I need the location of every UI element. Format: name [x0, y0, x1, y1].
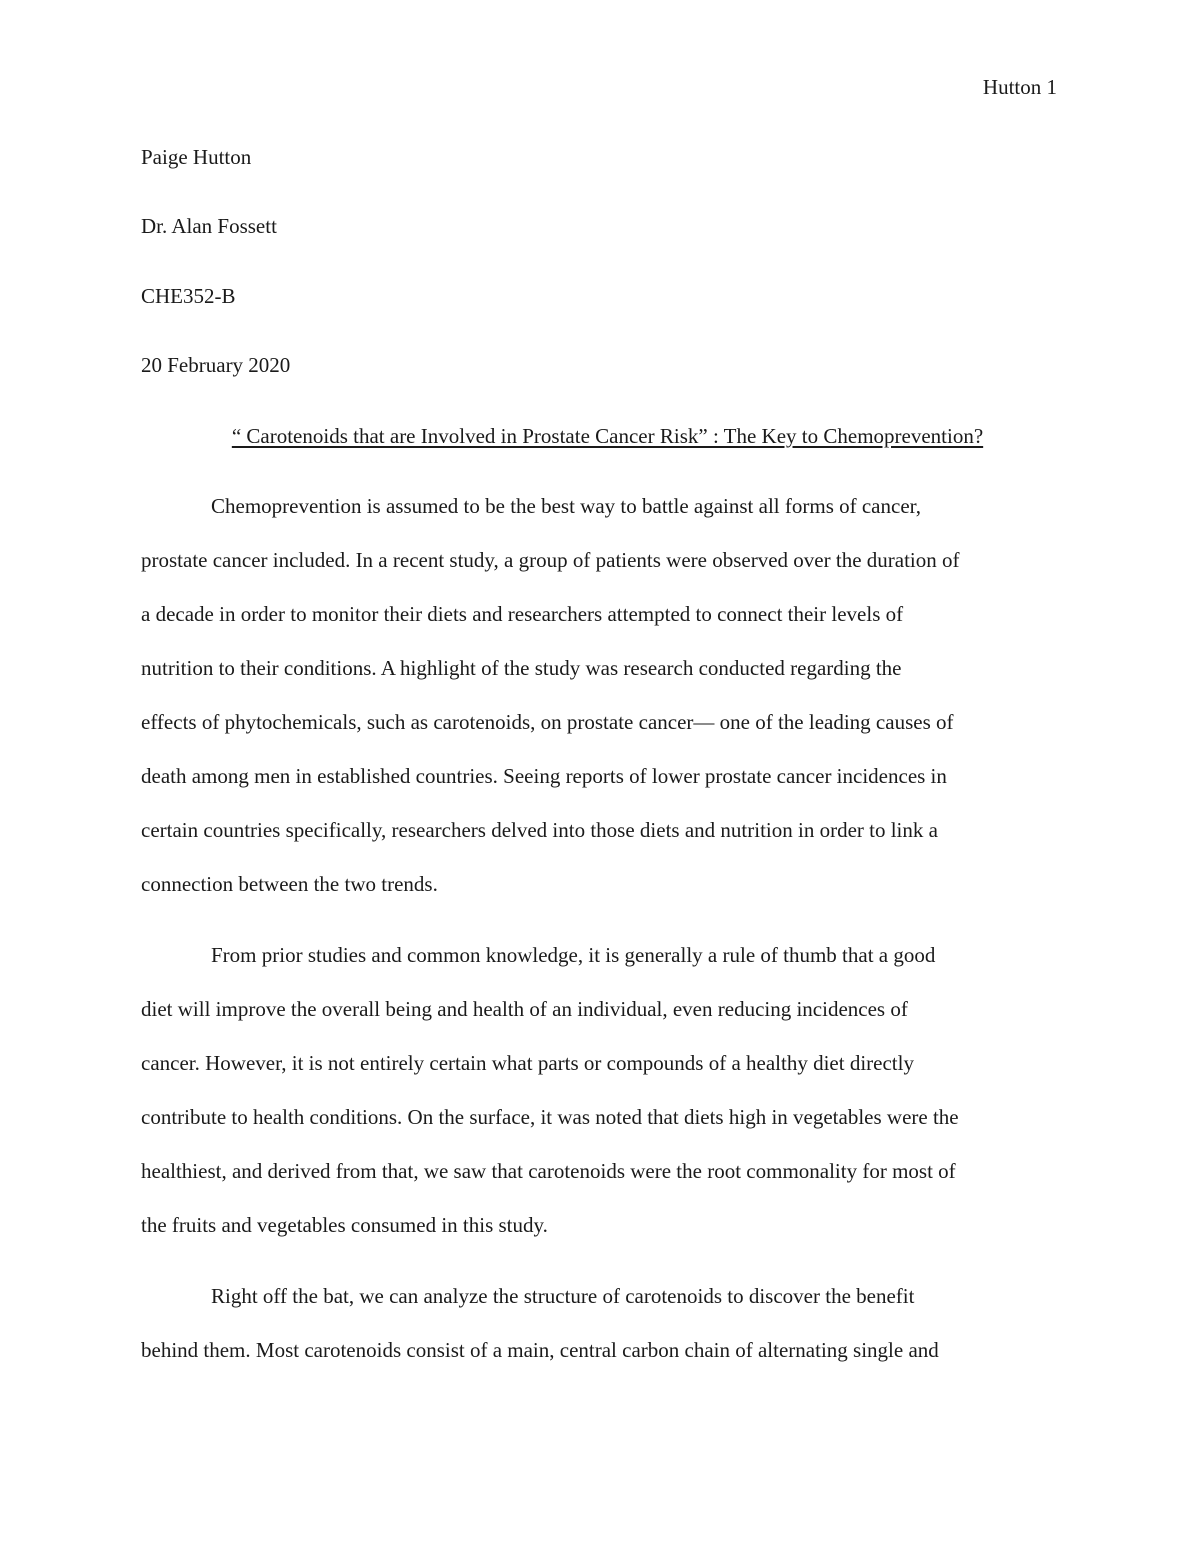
author-name: Paige Hutton [141, 145, 252, 169]
body-paragraph-3 [141, 1269, 1061, 1377]
instructor-name: Dr. Alan Fossett [141, 214, 277, 238]
paragraph-line: prostate cancer included. In a recent study, a group of patients were observed over the duration of [141, 548, 960, 572]
paper-date: 20 February 2020 [141, 353, 291, 377]
paragraph-line: nutrition to their conditions. A highlight of the study was research conducted regarding the [141, 656, 902, 680]
paragraph-line: healthiest, and derived from that, we saw that carotenoids were the root commonality for most of [141, 1159, 956, 1183]
body-paragraph-1 [141, 479, 1061, 911]
paragraph-line: cancer. However, it is not entirely certain what parts or compounds of a healthy diet directly [141, 1051, 914, 1075]
body-paragraph-2 [141, 928, 1061, 1252]
paragraph-line: behind them. Most carotenoids consist of a main, central carbon chain of alternating single and [141, 1338, 939, 1362]
course-code: CHE352-B [141, 284, 236, 308]
paragraph-line: contribute to health conditions. On the surface, it was noted that diets high in vegetables were the [141, 1105, 959, 1129]
paragraph-line: death among men in established countries. Seeing reports of lower prostate cancer incidences in [141, 764, 947, 788]
paragraph-line: effects of phytochemicals, such as carotenoids, on prostate cancer— one of the leading causes of [141, 710, 954, 734]
paragraph-line: certain countries specifically, researchers delved into those diets and nutrition in order to link a [141, 818, 938, 842]
paragraph-line: diet will improve the overall being and health of an individual, even reducing incidences of [141, 997, 908, 1021]
paragraph-line: connection between the two trends. [141, 872, 438, 896]
paragraph-line: Right off the bat, we can analyze the structure of carotenoids to discover the benefit [211, 1284, 915, 1308]
paper-title: “ Carotenoids that are Involved in Prostate Cancer Risk” : The Key to Chemoprevention? [231, 424, 984, 448]
paragraph-line: the fruits and vegetables consumed in this study. [141, 1213, 548, 1237]
paragraph-line: a decade in order to monitor their diets and researchers attempted to connect their levels of [141, 602, 904, 626]
paragraph-line: Chemoprevention is assumed to be the best way to battle against all forms of cancer, [211, 494, 922, 518]
running-head: Hutton 1 [982, 75, 1057, 99]
paragraph-line: From prior studies and common knowledge, it is generally a rule of thumb that a good [211, 943, 936, 967]
